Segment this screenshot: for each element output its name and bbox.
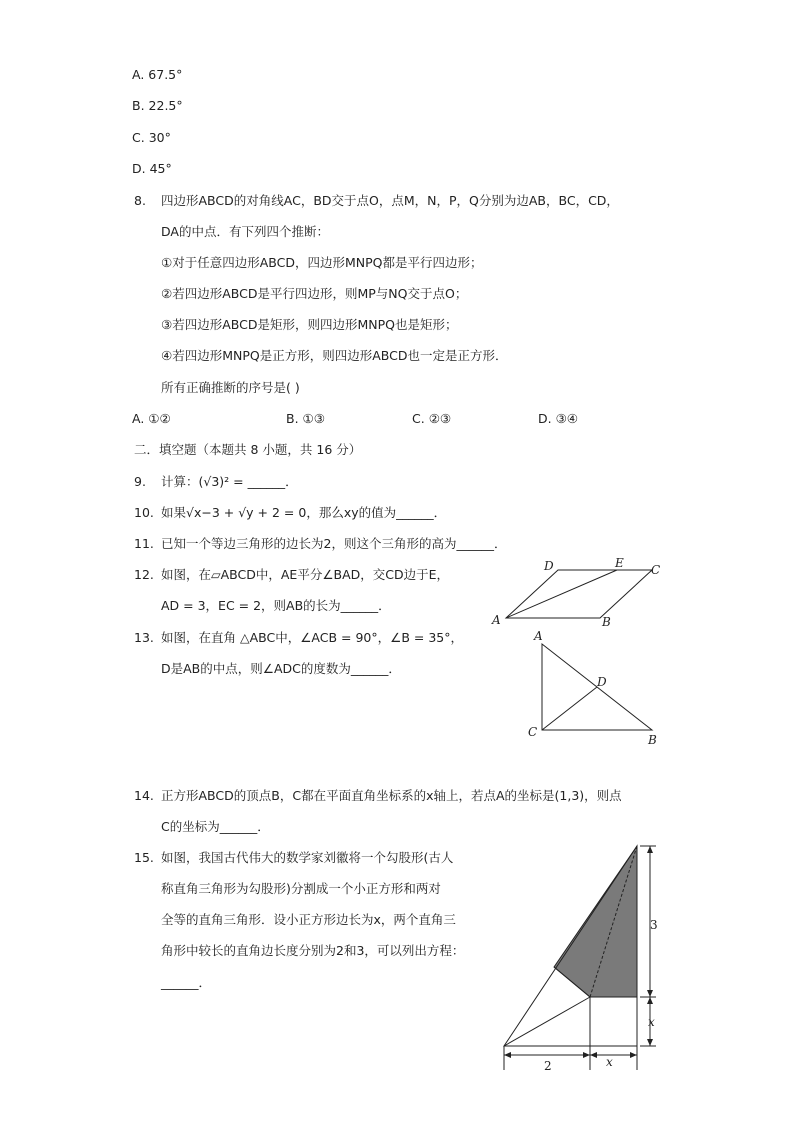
q8-item-4: ④若四边形MNPQ是正方形，则四边形ABCD也一定是正方形． xyxy=(161,348,508,363)
q13-label-c: C xyxy=(528,725,538,739)
q8-item-1: ①对于任意四边形ABCD，四边形MNPQ都是平行四边形； xyxy=(161,255,483,270)
q10-text: 如果√x−3 + √y + 2 = 0，那么xy的值为______． xyxy=(161,505,447,520)
q9-number: 9. xyxy=(134,474,146,489)
q15-small-square xyxy=(590,997,637,1046)
q11-number: 11. xyxy=(134,536,154,551)
q12-line1: 如图，在▱ABCD中，AE平分∠BAD，交CD边于E， xyxy=(161,567,450,582)
q15-shaded-triangle xyxy=(554,846,637,997)
q8-option-b: B. ①③ xyxy=(286,411,325,426)
q12-parallelogram-shape xyxy=(506,570,652,618)
q13-line2: D是AB的中点，则∠ADC的度数为______． xyxy=(161,661,401,676)
q15-label-x-right: x xyxy=(648,1015,655,1029)
q13-number: 13. xyxy=(134,630,154,645)
q15-line2: 称直角三角形为勾股形)分割成一个小正方形和两对 xyxy=(161,881,441,896)
q14-line2: C的坐标为______． xyxy=(161,819,270,834)
q12-label-c: C xyxy=(651,563,661,577)
q15-arrow-xr-down xyxy=(647,1039,653,1046)
q12-label-a: A xyxy=(492,613,501,627)
q15-line3: 全等的直角三角形．设小正方形边长为x，两个直角三 xyxy=(161,912,456,927)
q15-arrow-2-left xyxy=(504,1052,511,1058)
q15-arrow-xr-up xyxy=(647,997,653,1004)
q15-number: 15. xyxy=(134,850,154,865)
q12-label-b: B xyxy=(602,615,611,628)
q13-label-b: B xyxy=(648,733,657,747)
q12-line2: AD = 3，EC = 2，则AB的长为______． xyxy=(161,598,391,613)
q15-arrow-2-right xyxy=(583,1052,590,1058)
q14-line1: 正方形ABCD的顶点B，C都在平面直角坐标系的x轴上，若点A的坐标是(1,3)，则点 xyxy=(161,788,622,803)
q15-arrow-xb-left xyxy=(590,1052,597,1058)
q15-label-x-bottom: x xyxy=(606,1055,613,1069)
q15-arrow-3-down xyxy=(647,990,653,997)
q10-number: 10. xyxy=(134,505,154,520)
q15-liuhui-figure xyxy=(496,838,666,1078)
q12-bisector-ae xyxy=(506,570,617,618)
q11-text: 已知一个等边三角形的边长为2，则这个三角形的高为______． xyxy=(161,536,507,551)
q8-option-a: A. ①② xyxy=(132,411,171,426)
q15-line4: 角形中较长的直角边长度分别为2和3，可以列出方程： xyxy=(161,943,465,958)
q8-ask: 所有正确推断的序号是( ) xyxy=(161,380,300,395)
q15-arrow-3-up xyxy=(647,846,653,853)
q12-label-e: E xyxy=(615,556,624,570)
q15-label-2: 2 xyxy=(544,1059,552,1073)
q15-label-3: 3 xyxy=(650,918,658,932)
q8-item-3: ③若四边形ABCD是矩形，则四边形MNPQ也是矩形； xyxy=(161,317,458,332)
q8-line1: 四边形ABCD的对角线AC，BD交于点O，点M，N，P，Q分别为边AB，BC，CD， xyxy=(161,193,619,208)
q7-option-c: C. 30° xyxy=(132,130,171,145)
q12-number: 12. xyxy=(134,567,154,582)
q8-line2: DA的中点．有下列四个推断： xyxy=(161,224,329,239)
q12-parallelogram-figure xyxy=(488,556,668,628)
q13-label-a: A xyxy=(534,629,543,643)
section-2-heading: 二．填空题（本题共 8 小题，共 16 分） xyxy=(134,442,362,457)
q7-option-a: A. 67.5° xyxy=(132,67,183,82)
q9-text: 计算：(√3)² = ______． xyxy=(161,474,298,489)
q7-option-d: D. 45° xyxy=(132,161,172,176)
q8-item-2: ②若四边形ABCD是平行四边形，则MP与NQ交于点O； xyxy=(161,286,468,301)
q13-median-cd xyxy=(542,687,597,730)
q12-label-d: D xyxy=(544,559,554,573)
q8-option-d: D. ③④ xyxy=(538,411,579,426)
q15-line1: 如图，我国古代伟大的数学家刘徽将一个勾股形(古人 xyxy=(161,850,454,865)
q15-line5: ______． xyxy=(161,975,212,990)
q14-number: 14. xyxy=(134,788,154,803)
q13-line1: 如图，在直角 △ABC中，∠ACB = 90°，∠B = 35°， xyxy=(161,630,463,645)
q7-option-b: B. 22.5° xyxy=(132,98,183,113)
q15-division-line-1 xyxy=(504,997,590,1046)
q15-arrow-xb-right xyxy=(630,1052,637,1058)
q13-label-d: D xyxy=(597,675,607,689)
q13-triangle-figure xyxy=(520,626,670,750)
q8-option-c: C. ②③ xyxy=(412,411,452,426)
q8-number: 8. xyxy=(134,193,146,208)
